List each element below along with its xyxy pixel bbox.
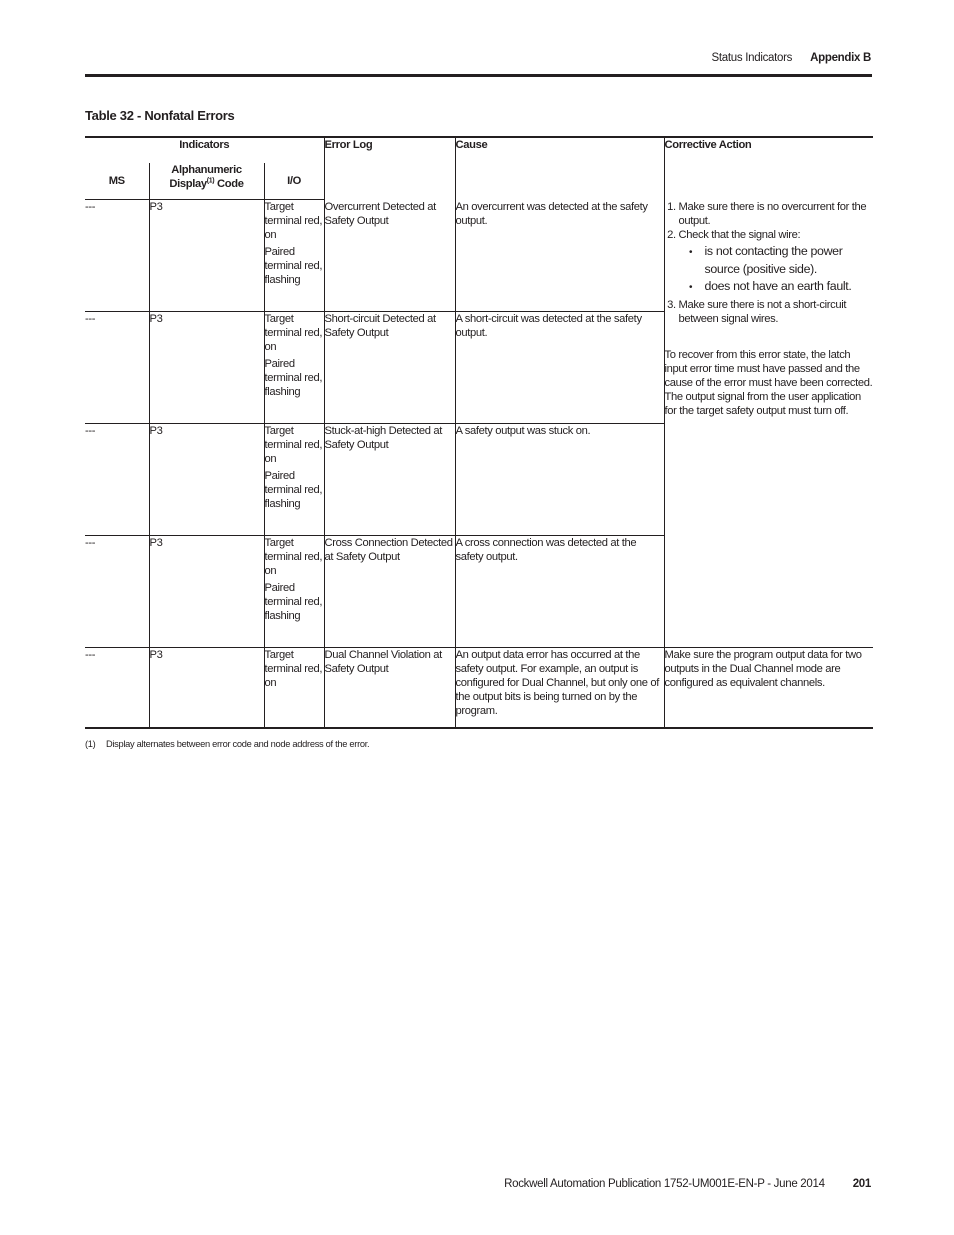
io-on: Target terminal red, on (264, 425, 323, 465)
corrective-action-cell: Make sure the program output data for two outputs in the Dual Channel mode are configured as equivalent channels. (664, 648, 873, 728)
io-cell (264, 200, 324, 312)
alphanumeric-header-suffix: Code (214, 178, 244, 190)
ms-cell: --- (85, 200, 149, 312)
table-title: Table 32 - Nonfatal Errors (85, 108, 235, 123)
error-log-header: Error Log (324, 137, 455, 200)
table-footnote (85, 739, 369, 749)
io-flash: Paired terminal red, flashing (264, 246, 323, 286)
code-cell: P3 (149, 312, 264, 424)
corrective-action-header: Corrective Action (664, 137, 873, 200)
cause-cell: A safety output was stuck on. (455, 424, 664, 536)
action-substep: • does not have an earth fault. (691, 278, 874, 296)
error-log-cell: Cross Connection Detected at Safety Output (324, 536, 455, 648)
io-cell (264, 536, 324, 648)
cause-cell: A cross connection was detected at the safety output. (455, 536, 664, 648)
ms-cell: --- (85, 648, 149, 728)
nonfatal-errors-table (85, 136, 873, 729)
action-step: 3. Make sure there is not a short-circuit between signal wires. (679, 298, 874, 326)
cause-cell: An overcurrent was detected at the safety output. (455, 200, 664, 312)
indicators-header: Indicators (85, 137, 324, 163)
page-header (0, 52, 871, 64)
footnote-number: (1) (85, 739, 96, 749)
action-substep: • is not contacting the power source (positive side). (691, 243, 874, 278)
io-cell (264, 648, 324, 728)
io-on: Target terminal red, on (264, 537, 323, 577)
action-step-text: Check that the signal wire: (678, 228, 801, 241)
cause-cell: A short-circuit was detected at the safety output. (455, 312, 664, 424)
io-cell (264, 424, 324, 536)
ms-header: MS (85, 163, 149, 200)
error-log-cell: Short-circuit Detected at Safety Output (324, 312, 455, 424)
recover-note: To recover from this error state, the latch input error time must have passed and the cause of the error must have been corrected. The output signal from the user application for the target safety output must turn off. (664, 348, 873, 417)
action-substeps (679, 243, 874, 296)
io-flash: Paired terminal red, flashing (264, 582, 323, 622)
action-steps (665, 200, 874, 326)
page-number: 201 (852, 1178, 871, 1190)
alphanumeric-header (149, 163, 264, 200)
code-cell: P3 (149, 200, 264, 312)
header-appendix: Appendix B (810, 52, 871, 64)
ms-cell: --- (85, 536, 149, 648)
footnote-ref: (1) (206, 177, 215, 185)
alphanumeric-header-text: Alphanumeric Display (169, 164, 242, 190)
code-cell: P3 (149, 648, 264, 728)
action-step: 1. Make sure there is no overcurrent for the output. (679, 200, 874, 228)
code-cell: P3 (149, 424, 264, 536)
cause-cell: An output data error has occurred at the safety output. For example, an output is configured for Dual Channel, but only one of the output bits is being turned on by the program. (455, 648, 664, 728)
ms-cell: --- (85, 312, 149, 424)
io-cell (264, 312, 324, 424)
io-on: Target terminal red, on (264, 201, 323, 241)
error-log-cell: Overcurrent Detected at Safety Output (324, 200, 455, 312)
io-header: I/O (264, 163, 324, 200)
header-section: Status Indicators (711, 52, 793, 64)
io-on: Target terminal red, on (264, 649, 323, 689)
io-flash: Paired terminal red, flashing (264, 470, 323, 510)
cause-header: Cause (455, 137, 664, 200)
table-row (85, 648, 873, 728)
ms-cell: --- (85, 424, 149, 536)
io-flash: Paired terminal red, flashing (264, 358, 323, 398)
code-cell: P3 (149, 536, 264, 648)
error-log-cell: Stuck-at-high Detected at Safety Output (324, 424, 455, 536)
corrective-action-cell (664, 200, 873, 648)
page-footer (0, 1178, 871, 1190)
publication-info: Rockwell Automation Publication 1752-UM001E-EN-P - June 2014 (504, 1178, 825, 1190)
table-row (85, 200, 873, 312)
io-on: Target terminal red, on (264, 313, 323, 353)
action-step (679, 228, 874, 296)
header-rule (85, 74, 872, 77)
error-log-cell: Dual Channel Violation at Safety Output (324, 648, 455, 728)
footnote-text: Display alternates between error code and node address of the error. (106, 739, 370, 749)
